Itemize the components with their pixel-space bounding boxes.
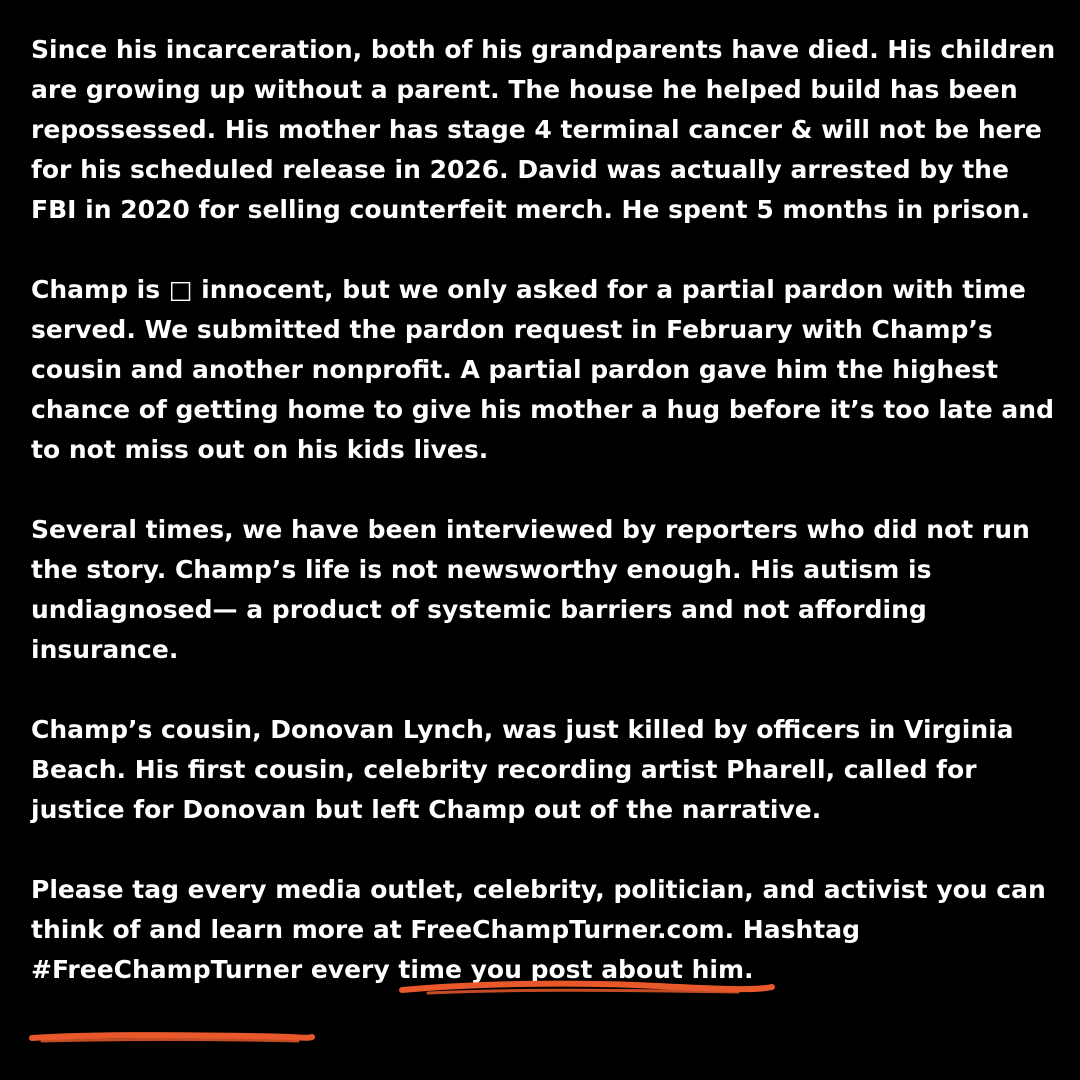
message-text bbox=[31, 30, 1061, 990]
paragraph-pardon: Champ is □ innocent, but we only asked for a partial pardon with time served. We submitted the pardon request in February with Champ’s cousin and another nonprofit. A partial pardon gave him the highest chance of getting home to give his mother a hug before it’s too late and to not miss out on his kids lives. bbox=[31, 275, 1054, 464]
paragraph-incarceration: Since his incarceration, both of his grandparents have died. His children are growing up without a parent. The house he helped build has been repossessed. His mother has stage 4 terminal cancer & will not be here for his scheduled release in 2026. David was actually arrested by the FBI in 2020 for selling counterfeit merch. He spent 5 months in prison. bbox=[31, 35, 1056, 224]
paragraph-call-to-action: Please tag every media outlet, celebrity, politician, and activist you can think of and learn more at FreeChampTurner.com. Hashtag #FreeChampTurner every time you post about him. bbox=[31, 875, 1046, 984]
paragraph-cousin: Champ’s cousin, Donovan Lynch, was just killed by officers in Virginia Beach. His first cousin, celebrity recording artist Pharell, called for justice for Donovan but left Champ out of the narrative. bbox=[31, 715, 1014, 824]
paragraph-reporters: Several times, we have been interviewed by reporters who did not run the story. Champ’s life is not newsworthy enough. His autism is undiagnosed— a product of systemic barriers and not affording insurance. bbox=[31, 515, 1030, 664]
hashtag-underline-stroke bbox=[28, 1028, 318, 1048]
